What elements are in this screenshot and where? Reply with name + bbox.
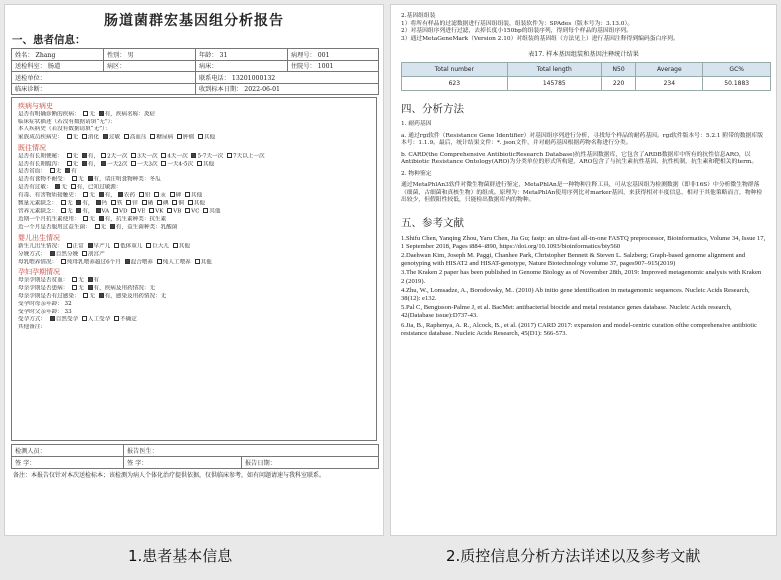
checked-box-icon[interactable] bbox=[88, 243, 93, 248]
history-heading: 疾病与病史 bbox=[18, 102, 53, 110]
reference-6: 6.Jia, B., Raphenya, A. R., Alcock, B., et al. (2017) CARD 2017: expansion and model-centric curation ofthe comprehensive antibiotic resistance database. Nucleic Acids Research, 45(D1): 566-573. bbox=[401, 321, 757, 337]
checkbox-icon[interactable] bbox=[146, 243, 151, 248]
checkbox-icon[interactable] bbox=[142, 200, 147, 205]
checkbox-icon[interactable] bbox=[139, 192, 144, 197]
checked-box-icon[interactable] bbox=[88, 277, 93, 282]
checkbox-icon[interactable] bbox=[173, 243, 178, 248]
form-line: 新生儿出生情况： 正常 早产儿 低体重儿 巨大儿 其他 bbox=[18, 243, 190, 250]
checkbox-icon[interactable] bbox=[177, 134, 182, 139]
report-note: 备注：本报告仅针对本次送检标本；该检测为病人个体化治疗提供依据，仅供临床参考，如有问题请速与我科室联系。 bbox=[13, 472, 326, 479]
form-line: 母乳喂养情况： 纯母乳喂养超过6个月 混合喂养 纯人工喂养 其他 bbox=[18, 259, 212, 265]
past-heading: 既往情况 bbox=[18, 143, 46, 152]
checkbox-icon[interactable] bbox=[111, 200, 116, 205]
checkbox-icon[interactable] bbox=[150, 134, 155, 139]
pregnancy-heading: 孕妇孕期情况 bbox=[18, 268, 60, 277]
form-line: 是否有过敏： 无 有，已知过敏源： bbox=[18, 184, 122, 191]
doctor-cell: 报告医生： bbox=[124, 445, 379, 457]
form-line: 是否有长期便秘： 无 有， 2天一次 3天一次 4天一次 5-7天一次 7天以上一次 bbox=[18, 153, 265, 160]
checked-box-icon[interactable] bbox=[101, 161, 106, 166]
checkbox-icon[interactable] bbox=[114, 243, 119, 248]
resistance-heading: 1. 耐药基因 bbox=[401, 121, 432, 127]
signature-cell-2: 签 字： bbox=[124, 457, 242, 469]
checkbox-icon[interactable] bbox=[172, 200, 177, 205]
value-n50: 220 bbox=[601, 77, 635, 91]
checkbox-icon[interactable] bbox=[227, 153, 232, 158]
form-line: 微量元素缺乏： 无 有， 钙 铁 锌 硒 碘 铜 其他 bbox=[18, 200, 205, 207]
checkbox-icon[interactable] bbox=[157, 259, 162, 264]
value-total-number: 623 bbox=[402, 77, 508, 91]
species-heading: 2. 物种鉴定 bbox=[401, 170, 432, 177]
checkbox-icon[interactable] bbox=[113, 208, 118, 213]
tester-cell: 检测人员： bbox=[12, 445, 124, 457]
patient-info-table bbox=[11, 48, 379, 95]
checkbox-icon[interactable] bbox=[61, 208, 66, 213]
species-para: 通过MetaPhlAn3软件对微生物菌群进行鉴定，MetaPhlAn是一种物种注释工具，可从宏基因组为检测数据（即非16S）中分析微生物群落（细菌，古细菌和真核生物）的组成。原理为：MetaPhlAn使用序列比对marker基因，来获得相对丰度信息，相对于其他策略而言，物种检出较少，但假阳性较低，只能检出数据库内的物种。 bbox=[401, 182, 763, 203]
table-row bbox=[12, 445, 379, 457]
checkbox-icon[interactable] bbox=[185, 192, 190, 197]
checkbox-icon[interactable] bbox=[161, 161, 166, 166]
infant-heading: 婴儿出生情况 bbox=[18, 233, 60, 242]
submitting-unit-cell: 送检单位： bbox=[12, 72, 196, 84]
header-n50: N50 bbox=[601, 63, 635, 77]
checkbox-icon[interactable] bbox=[124, 134, 129, 139]
patient-info-heading: 一、患者信息： bbox=[12, 34, 86, 46]
checked-box-icon[interactable] bbox=[103, 134, 108, 139]
checked-box-icon[interactable] bbox=[99, 111, 104, 116]
checked-box-icon[interactable] bbox=[55, 184, 60, 189]
checkbox-icon[interactable] bbox=[82, 134, 87, 139]
checkbox-icon[interactable] bbox=[67, 153, 72, 158]
table-caption: 表17. 样本基因组装和基因注释统计结果 bbox=[528, 51, 639, 58]
checkbox-icon[interactable] bbox=[198, 134, 203, 139]
questionnaire-form bbox=[11, 97, 377, 441]
reference-4: 4.Zhu, W., Lomsadze, A., Borodovsky, M.. (2010) Ab initio gene identification in metagenomic sequences. Nucleic Acids Research, 38(12): e132. bbox=[401, 286, 750, 302]
value-average: 234 bbox=[636, 77, 703, 91]
checkbox-icon[interactable] bbox=[61, 259, 66, 264]
checkbox-icon[interactable] bbox=[95, 224, 100, 229]
checkbox-icon[interactable] bbox=[195, 259, 200, 264]
reference-1: 1.Shifu Chen, Yanqing Zhou, Yaru Chen, Jia Gu; fastp: an ultra-fast all-in-one FASTQ preprocessor, Bioinformatics, Volume 34, Issue 17, 1 September 2018, Pages i884–i890, https://doi.org/10.1093/bioinformatics/bty560 bbox=[401, 234, 766, 250]
header-gc: GC% bbox=[703, 63, 771, 77]
form-line: 临床症状描述（若没有数据请填“无”）： bbox=[18, 118, 117, 125]
header-total-length: Total length bbox=[507, 63, 601, 77]
form-line: 近一个月是否服用过益生菌： 无 有，益生菌种类：乳酸菌 bbox=[18, 224, 178, 231]
assembly-step-2: 2）对基因组序列进行过滤，去掉长度小150bp的组装序列，得到每个样品的基因组序列。 bbox=[401, 28, 632, 34]
form-line: 受孕方式： 自然受孕 人工受孕 不确定 bbox=[18, 316, 137, 323]
report-title: 肠道菌群宏基因组分析报告 bbox=[104, 13, 284, 29]
checkbox-icon[interactable] bbox=[82, 316, 87, 321]
checkbox-icon[interactable] bbox=[114, 316, 119, 321]
header-total-number: Total number bbox=[402, 63, 508, 77]
checkbox-icon[interactable] bbox=[67, 243, 72, 248]
checkbox-icon[interactable] bbox=[131, 208, 136, 213]
reference-3: 3.The Kraken 2 paper has been published in Genome Biology as of November 28th, 2019: Improved metagenomic analysis with Kraken 2 (2019). bbox=[401, 269, 762, 285]
checkbox-icon[interactable] bbox=[188, 200, 193, 205]
checkbox-icon[interactable] bbox=[131, 153, 136, 158]
checked-box-icon[interactable] bbox=[125, 259, 130, 264]
reference-5: 5.Pal C, Bengtsson-Palme J, et al. BacMet: antibacterial biocide and metal resistance genes database. Nucleic Acids research, 42(Database issue):D737-43. bbox=[401, 304, 732, 320]
checked-box-icon[interactable] bbox=[99, 192, 104, 197]
checkbox-icon[interactable] bbox=[83, 216, 88, 221]
phone-cell: 联系电话： 13201000132 bbox=[196, 72, 379, 84]
checkbox-icon[interactable] bbox=[149, 208, 154, 213]
checkbox-icon[interactable] bbox=[203, 208, 208, 213]
patient-info-page bbox=[4, 4, 384, 536]
checkbox-icon[interactable] bbox=[154, 192, 159, 197]
checkbox-icon[interactable] bbox=[83, 293, 88, 298]
checkbox-icon[interactable] bbox=[67, 161, 72, 166]
form-line: 受孕时母亲年龄： 32 bbox=[18, 301, 72, 308]
form-line: 母亲孕期是否患病： 无 有，疾病及用药情况：无 bbox=[18, 285, 156, 292]
checkbox-icon[interactable] bbox=[157, 200, 162, 205]
form-line: 营养元素缺乏： 无 有， VA VD VE VK VB VC 其他 bbox=[18, 208, 221, 215]
form-line: 分娩方式： 自然分娩 剖宫产 bbox=[18, 251, 105, 258]
form-line: 有毒、有害物质接触史： 无 有， 农药 铅 汞 砷 其他 bbox=[18, 192, 203, 199]
infant-lines bbox=[18, 243, 370, 267]
form-line: 其他备注： bbox=[18, 323, 46, 330]
checked-box-icon[interactable] bbox=[96, 200, 101, 205]
checkbox-icon[interactable] bbox=[71, 184, 76, 189]
checkbox-icon[interactable] bbox=[83, 111, 88, 116]
form-line: 母亲孕期是否有过感染： 无 有，感染及用药情况：无 bbox=[18, 293, 167, 300]
checkbox-icon[interactable] bbox=[83, 192, 88, 197]
checked-box-icon[interactable] bbox=[88, 176, 93, 181]
checked-box-icon[interactable] bbox=[50, 316, 55, 321]
diagnosis-cell: 临床诊断： bbox=[12, 83, 196, 95]
resistance-para-a: a. 通过rgi软件（Resistance Gene Identifier）对基因组序列进行分析，寻找每个样品的耐药基因。rgi软件版本号：5.2.1 附带的数据库版本号：1.1.9。最后，统计结果文件：*. json文件，并对耐药基因根据药物名称进行分类。 bbox=[401, 132, 763, 146]
table-header-row bbox=[402, 63, 771, 77]
form-line: 受孕时父亲年龄： 33 bbox=[18, 308, 72, 315]
past-lines bbox=[18, 153, 370, 232]
table-row bbox=[12, 72, 379, 84]
pregnancy-lines bbox=[18, 277, 370, 331]
pathology-number-cell: 病理号： 001 bbox=[288, 49, 379, 61]
checkbox-icon[interactable] bbox=[185, 208, 190, 213]
checkbox-icon[interactable] bbox=[170, 192, 175, 197]
table-row bbox=[12, 457, 379, 469]
department-cell: 送检科室： 肠道 bbox=[12, 60, 104, 72]
checked-box-icon[interactable] bbox=[99, 293, 104, 298]
form-line: 家族成员疾病史： 无 消化 过敏 高血压 糖尿病 肿瘤 其他 bbox=[18, 134, 216, 141]
value-gc: 50.1883 bbox=[703, 77, 771, 91]
form-line: 母亲孕期是否贫血： 无 有 bbox=[18, 277, 100, 284]
checked-box-icon[interactable] bbox=[88, 285, 93, 290]
form-line: 是否有明确诊断的疾病： 无 有，疾病名称：炎症 bbox=[18, 111, 156, 118]
bed-cell: 病床： bbox=[196, 60, 288, 72]
header-average: Average bbox=[636, 63, 703, 77]
methods-heading: 四、分析方法 bbox=[401, 103, 464, 115]
form-line: 是否贫血： 无 有 bbox=[18, 168, 77, 175]
checkbox-icon[interactable] bbox=[82, 251, 87, 256]
checked-box-icon[interactable] bbox=[118, 192, 123, 197]
checkbox-icon[interactable] bbox=[50, 168, 55, 173]
table-row bbox=[12, 60, 379, 72]
references-heading: 五、参考文献 bbox=[401, 216, 464, 229]
sample-date-cell: 收到标本日期： 2022-06-01 bbox=[196, 83, 379, 95]
assembly-stats-table bbox=[401, 62, 771, 91]
checked-box-icon[interactable] bbox=[76, 200, 81, 205]
form-line: 是否有食物不耐受： 无 有，请注明食物种类：冬瓜 bbox=[18, 176, 161, 183]
checkbox-icon[interactable] bbox=[101, 153, 106, 158]
checkbox-icon[interactable] bbox=[72, 277, 77, 282]
checked-box-icon[interactable] bbox=[96, 208, 101, 213]
checked-box-icon[interactable] bbox=[82, 153, 87, 158]
assembly-heading: 2.基因组组装 bbox=[401, 13, 436, 19]
checkbox-icon[interactable] bbox=[61, 200, 66, 205]
checkbox-icon[interactable] bbox=[197, 161, 202, 166]
checkbox-icon[interactable] bbox=[167, 208, 172, 213]
checked-box-icon[interactable] bbox=[110, 224, 115, 229]
name-cell: 姓名： Zhang bbox=[12, 49, 104, 61]
reference-2: 2.Daehwan Kim, Joseph M. Paggi, Chanhee Park, Christopher Bennett & Steven L. Salzberg; Graph-based genome alignment and genotyping with HISAT2 and HISAT-genotype, Nature Biotechnology volume 37, pages907–915(2019) bbox=[401, 251, 746, 268]
assembly-step-1: 1）将所有样品的过滤数据进行基因组组装，组装软件为：SPAdes（版本号为：3.13.0）。 bbox=[401, 20, 634, 27]
checkbox-icon[interactable] bbox=[161, 153, 166, 158]
checkbox-icon[interactable] bbox=[131, 161, 136, 166]
checkbox-icon[interactable] bbox=[67, 134, 72, 139]
form-line: 近期一个月抗生素使用： 无 有，抗生素种类：抗生素 bbox=[18, 216, 167, 223]
checkbox-icon[interactable] bbox=[72, 285, 77, 290]
left-caption: 1.患者基本信息 bbox=[128, 547, 233, 565]
signature-table bbox=[11, 444, 379, 469]
checked-box-icon[interactable] bbox=[82, 161, 87, 166]
checkbox-icon[interactable] bbox=[126, 200, 131, 205]
table-row bbox=[12, 83, 379, 95]
report-date-cell: 报告日期： bbox=[242, 457, 379, 469]
ward-cell: 病区： bbox=[104, 60, 196, 72]
form-line: 本人疾病史（若没有数据请填“无”）： bbox=[18, 126, 111, 133]
methods-page bbox=[390, 4, 777, 536]
form-line: 是否有长期腹泻： 无 有， 一天2次 一天3次 一天4-5次 其他 bbox=[18, 161, 215, 168]
right-caption: 2.质控信息分析方法详述以及参考文献 bbox=[446, 547, 701, 565]
signature-cell-1: 签 字： bbox=[12, 457, 124, 469]
value-total-length: 145785 bbox=[507, 77, 601, 91]
assembly-step-3: 3）通过MetaGeneMark（Version 2.10）对组装的基因组（方法见上）进行基因注释得到编码蛋白序列。 bbox=[401, 35, 679, 42]
gender-cell: 性别： 男 bbox=[104, 49, 196, 61]
table-row bbox=[402, 77, 771, 91]
age-cell: 年龄： 31 bbox=[196, 49, 288, 61]
table-row bbox=[12, 49, 379, 61]
admission-number-cell: 住院号： 1001 bbox=[288, 60, 379, 72]
checked-box-icon[interactable] bbox=[191, 153, 196, 158]
history-lines bbox=[18, 111, 370, 142]
checkbox-icon[interactable] bbox=[72, 176, 77, 181]
checked-box-icon[interactable] bbox=[76, 208, 81, 213]
checked-box-icon[interactable] bbox=[65, 168, 70, 173]
checked-box-icon[interactable] bbox=[99, 216, 104, 221]
resistance-para-b: b. CARD(the Comprehensive AntibioticResearch Database)抗性基因数据库，它包含了ARDB数据库中所有的抗性信息ARO，以Antibiotic Resistance Ontology(ARO)为分类单位的形式所构建，ARO包含了与抗生素抗性基因、抗性机制，抗生素和靶相关的term。 bbox=[401, 151, 758, 165]
checked-box-icon[interactable] bbox=[50, 251, 55, 256]
